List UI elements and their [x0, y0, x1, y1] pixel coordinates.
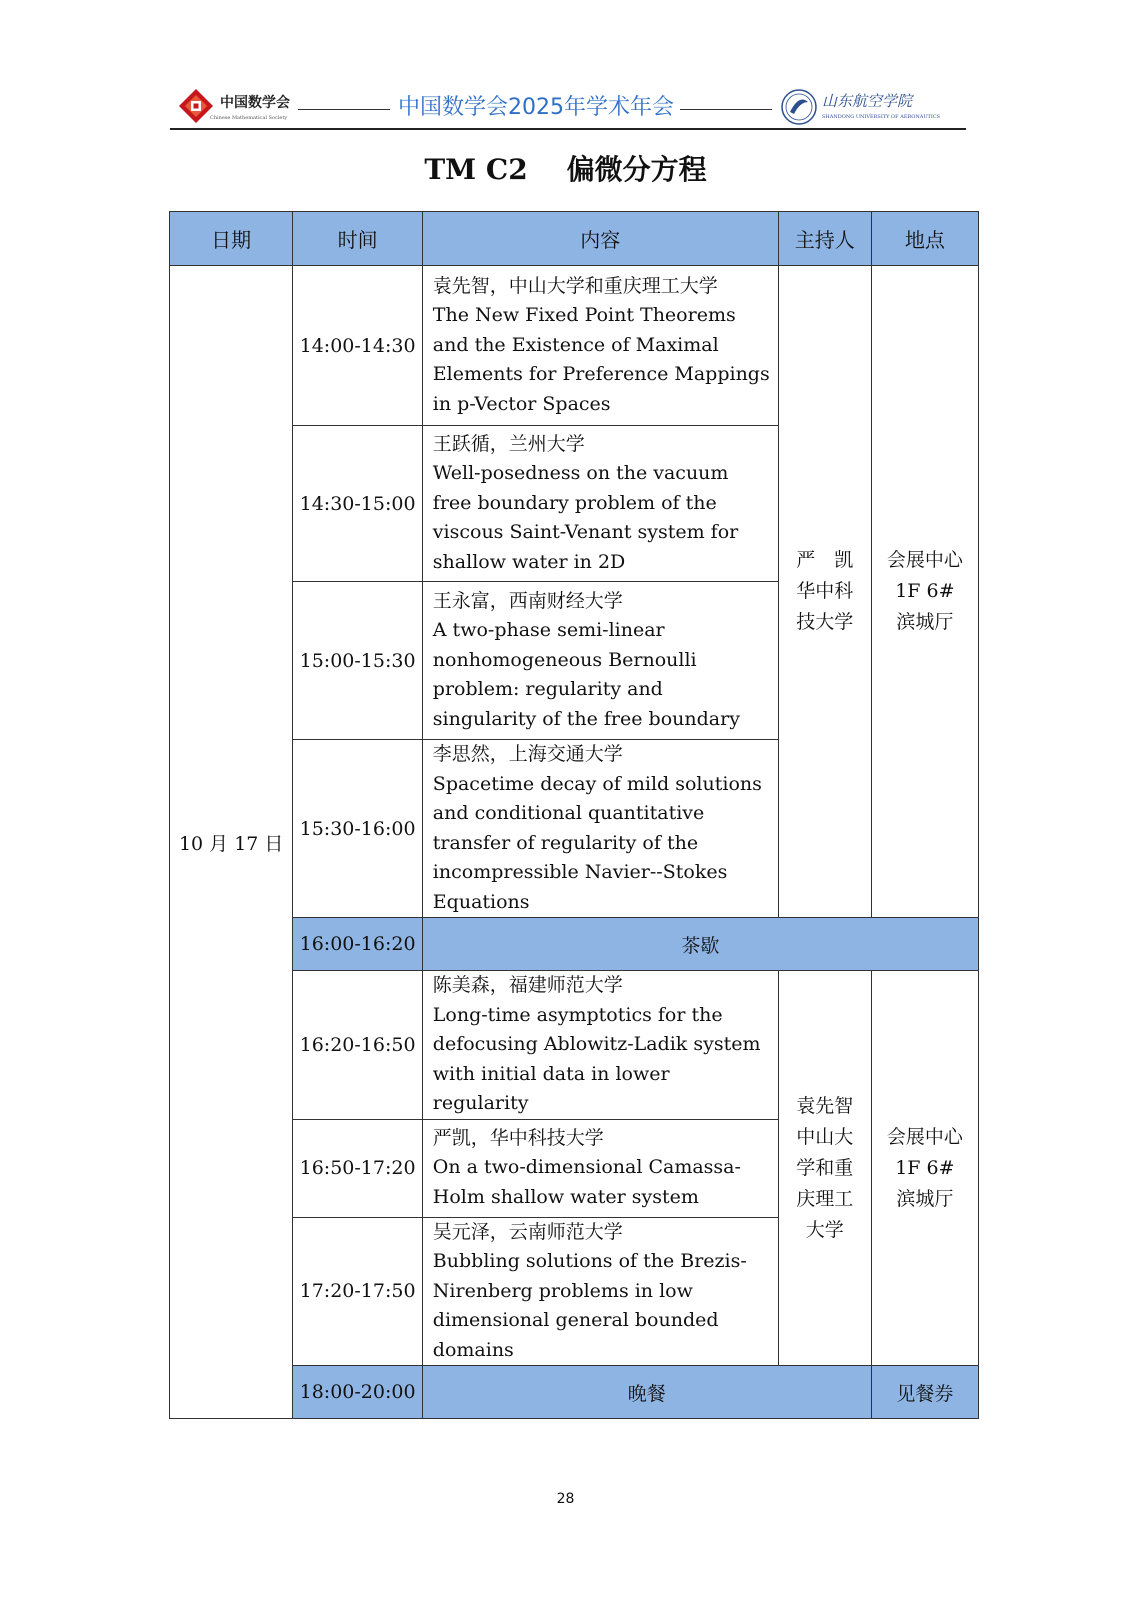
- venue-line: 滨城厅: [896, 611, 954, 633]
- talk-cell: [422, 426, 778, 582]
- time-cell: 14:30-15:00: [293, 426, 422, 582]
- chair-affiliation: 华中科: [796, 580, 854, 602]
- header-line-left: [298, 109, 390, 110]
- cms-logo-icon: [178, 88, 214, 124]
- date-cell: 10 月 17 日: [170, 266, 293, 1419]
- talk-title: Well-posedness on the vacuum free boundary problem of the viscous Saint-Venant system for shallow water in 2D: [432, 462, 739, 573]
- talk-speaker: 袁先智，中山大学和重庆理工大学: [432, 274, 718, 297]
- talk-title: Long-time asymptotics for the defocusing Ablowitz-Ladik system with initial data in lower regularity: [432, 1003, 761, 1114]
- talk-speaker: 王跃循，兰州大学: [432, 432, 585, 455]
- venue-line: 会展中心: [886, 1125, 963, 1148]
- header-rule: [170, 128, 966, 130]
- host-name: 山东航空学院: [822, 92, 913, 110]
- talk-cell: [422, 582, 778, 740]
- chair-affiliation: 中山大: [796, 1125, 854, 1148]
- venue-line: 会展中心: [886, 549, 963, 571]
- table-row: [170, 266, 979, 426]
- talk-cell: [422, 971, 778, 1120]
- time-cell: 17:20-17:50: [293, 1217, 422, 1366]
- break-label: 茶歇: [422, 918, 978, 971]
- time-cell: 16:20-16:50: [293, 971, 422, 1120]
- header-time: 时间: [293, 212, 422, 266]
- time-cell: 15:30-16:00: [293, 740, 422, 918]
- chair-affiliation: 技大学: [796, 611, 854, 633]
- schedule-table: [169, 211, 979, 1419]
- chair-name: 袁先智: [796, 1094, 854, 1117]
- time-cell: 14:00-14:30: [293, 266, 422, 426]
- venue-line: 1F 6#: [895, 580, 955, 602]
- chair-affiliation: 学和重: [796, 1156, 854, 1179]
- header-line-right: [680, 109, 772, 110]
- venue-cell: [871, 266, 978, 918]
- page-number: 28: [556, 1491, 575, 1507]
- time-cell: 15:00-15:30: [293, 582, 422, 740]
- host-name-en: SHANDONG UNIVERSITY OF AERONAUTICS: [822, 114, 941, 120]
- talk-title: Spacetime decay of mild solutions and conditional quantitative transfer of regularity of the incompressible Navier--Stokes Equations: [432, 772, 762, 913]
- talk-title: Bubbling solutions of the Brezis-Nirenberg problems in low dimensional general bounded domains: [432, 1250, 747, 1361]
- chair-cell: [778, 971, 871, 1366]
- talk-title: A two-phase semi-linear nonhomogeneous Bernoulli problem: regularity and singularity of the free boundary: [432, 619, 740, 730]
- talk-speaker: 严凯，华中科技大学: [432, 1126, 604, 1149]
- chair-affiliation: 庆理工: [796, 1187, 854, 1210]
- page-title: TM C2 偏微分方程: [424, 153, 707, 186]
- dinner-label: 晚餐: [422, 1366, 871, 1419]
- venue-line: 滨城厅: [896, 1187, 954, 1210]
- talk-speaker: 王永富，西南财经大学: [432, 589, 623, 612]
- header-content: 内容: [422, 212, 778, 266]
- venue-cell: [871, 971, 978, 1366]
- cms-name: 中国数学会: [220, 95, 290, 111]
- cms-name-en: Chinese Mathematical Society: [210, 115, 288, 121]
- header-chair: 主持人: [778, 212, 871, 266]
- talk-speaker: 吴元泽，云南师范大学: [432, 1220, 623, 1243]
- time-cell: 16:50-17:20: [293, 1119, 422, 1217]
- talk-cell: [422, 1217, 778, 1366]
- talk-cell: [422, 266, 778, 426]
- break-time: 16:00-16:20: [293, 918, 422, 971]
- chair-cell: [778, 266, 871, 918]
- chair-name: 严 凯: [796, 549, 854, 571]
- talk-title: On a two-dimensional Camassa-Holm shallow water system: [432, 1156, 741, 1208]
- venue-line: 1F 6#: [895, 1156, 955, 1179]
- sdua-logo-icon: [780, 88, 818, 126]
- table-header-row: [170, 212, 979, 266]
- talk-title: The New Fixed Point Theorems and the Existence of Maximal Elements for Preference Mappings in p-Vector Spaces: [432, 304, 770, 415]
- talk-cell: [422, 740, 778, 918]
- header-venue: 地点: [871, 212, 978, 266]
- header-date: 日期: [170, 212, 293, 266]
- talk-speaker: 李思然，上海交通大学: [432, 743, 623, 765]
- dinner-venue: 见餐券: [871, 1366, 978, 1419]
- chair-affiliation: 大学: [805, 1218, 844, 1241]
- talk-speaker: 陈美森，福建师范大学: [432, 974, 623, 996]
- conference-title: 中国数学会2025年学术年会: [398, 95, 674, 120]
- talk-cell: [422, 1119, 778, 1217]
- page-header: [170, 80, 966, 132]
- dinner-time: 18:00-20:00: [293, 1366, 422, 1419]
